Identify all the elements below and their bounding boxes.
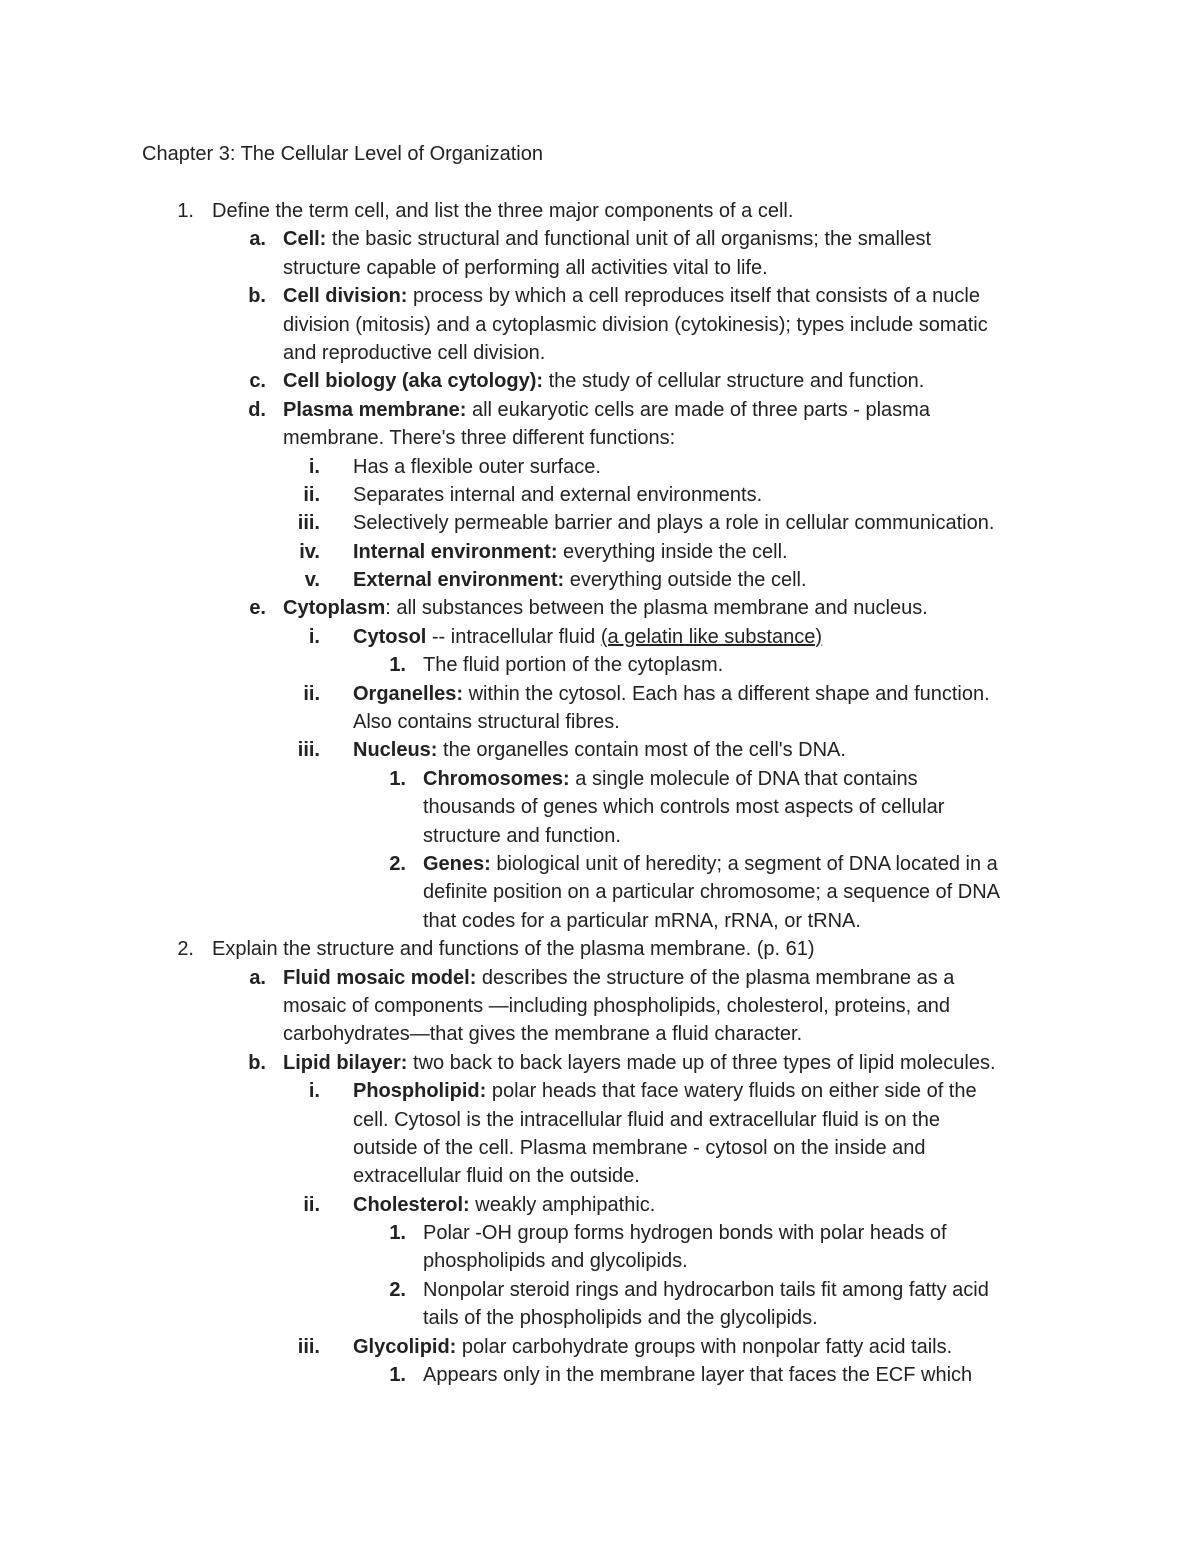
list-marker: 1. bbox=[389, 767, 406, 790]
definition-text: extracellular fluid on the outside. bbox=[353, 1165, 640, 1188]
line-text bbox=[283, 311, 988, 339]
outline-line bbox=[0, 708, 1200, 736]
outline-line bbox=[0, 1361, 1200, 1389]
term-label: Nucleus: bbox=[353, 739, 438, 762]
definition-text: tails of the phospholipids and the glycolipids. bbox=[423, 1307, 818, 1330]
definition-text: structure and function. bbox=[423, 824, 621, 847]
document-title: Chapter 3: The Cellular Level of Organization bbox=[142, 143, 543, 165]
outline-line bbox=[0, 935, 1200, 963]
definition-text: that codes for a particular mRNA, rRNA, or tRNA. bbox=[423, 909, 861, 932]
definition-text: and reproductive cell division. bbox=[283, 341, 546, 364]
line-text bbox=[283, 594, 928, 622]
definition-text: Has a flexible outer surface. bbox=[353, 455, 601, 478]
definition-text: : all substances between the plasma membrane and nucleus. bbox=[385, 597, 928, 620]
line-text bbox=[423, 1219, 947, 1247]
list-marker: iv. bbox=[299, 540, 320, 563]
outline-line bbox=[0, 1276, 1200, 1304]
outline-line bbox=[0, 964, 1200, 992]
term-label: Phospholipid: bbox=[353, 1080, 487, 1103]
term-label: Organelles: bbox=[353, 682, 464, 705]
outline-line bbox=[0, 1049, 1200, 1077]
line-text bbox=[283, 992, 950, 1020]
outline-line bbox=[0, 594, 1200, 622]
list-marker: ii. bbox=[303, 1193, 320, 1216]
list-marker: 2. bbox=[389, 1278, 406, 1301]
line-text bbox=[283, 367, 924, 395]
definition-text: Appears only in the membrane layer that faces the ECF which bbox=[423, 1364, 973, 1387]
line-text bbox=[423, 878, 1000, 906]
outline-line bbox=[0, 453, 1200, 481]
term-label: Lipid bilayer: bbox=[283, 1051, 408, 1074]
underlined-text: (a gelatin like substance) bbox=[600, 625, 823, 648]
line-text bbox=[283, 1049, 996, 1077]
outline-line bbox=[0, 566, 1200, 594]
definition-text: Also contains structural fibres. bbox=[353, 711, 620, 734]
outline-line bbox=[0, 367, 1200, 395]
outline-line bbox=[0, 481, 1200, 509]
definition-text: definite position on a particular chromosome; a sequence of DNA bbox=[423, 881, 1000, 904]
definition-text: cell. Cytosol is the intracellular fluid and extracellular fluid is on the bbox=[353, 1108, 940, 1131]
list-marker: a. bbox=[249, 228, 266, 251]
line-text bbox=[423, 1247, 688, 1275]
line-text bbox=[283, 254, 768, 282]
outline-line bbox=[0, 651, 1200, 679]
line-text bbox=[353, 509, 994, 537]
line-text bbox=[423, 765, 918, 793]
line-text bbox=[353, 1106, 940, 1134]
definition-text: carbohydrates—that gives the membrane a fluid character. bbox=[283, 1023, 803, 1046]
line-text bbox=[283, 339, 545, 367]
outline-line bbox=[0, 1162, 1200, 1190]
list-marker: 1. bbox=[389, 1364, 406, 1387]
definition-text: the organelles contain most of the cell's DNA. bbox=[437, 739, 846, 762]
list-marker: 1. bbox=[389, 1222, 406, 1245]
term-label: External environment: bbox=[353, 569, 565, 592]
outline-line bbox=[0, 538, 1200, 566]
definition-text: describes the structure of the plasma membrane as a bbox=[476, 966, 955, 989]
outline-line bbox=[0, 225, 1200, 253]
line-text bbox=[353, 453, 601, 481]
line-text bbox=[353, 1333, 952, 1361]
list-marker: 2. bbox=[389, 852, 406, 875]
list-marker: ii. bbox=[303, 483, 320, 506]
definition-text: biological unit of heredity; a segment of DNA located in a bbox=[490, 852, 998, 875]
definition-text: process by which a cell reproduces itself that consists of a nucle bbox=[407, 285, 980, 308]
term-label: Plasma membrane: bbox=[283, 398, 467, 421]
list-marker: v. bbox=[304, 569, 320, 592]
line-text bbox=[423, 822, 621, 850]
definition-text: phospholipids and glycolipids. bbox=[423, 1250, 688, 1273]
definition-text: Define the term cell, and list the three major components of a cell. bbox=[212, 200, 794, 222]
term-label: Cytosol bbox=[353, 625, 427, 648]
line-text bbox=[423, 1276, 989, 1304]
list-marker: i. bbox=[308, 1080, 320, 1103]
list-marker: 2. bbox=[177, 938, 194, 961]
definition-text: Selectively permeable barrier and plays a role in cellular communication. bbox=[353, 512, 995, 535]
list-marker: iii. bbox=[297, 1335, 320, 1358]
term-label: Cell biology (aka cytology): bbox=[283, 370, 544, 393]
list-marker: b. bbox=[248, 1051, 266, 1074]
term-label: Chromosomes: bbox=[423, 767, 570, 790]
outline-line bbox=[0, 197, 1200, 225]
definition-text: everything inside the cell. bbox=[557, 540, 788, 563]
outline-line bbox=[0, 1333, 1200, 1361]
line-text bbox=[353, 1191, 655, 1219]
list-marker: 1. bbox=[389, 654, 406, 677]
definition-text: mosaic of components —including phospholipids, cholesterol, proteins, and bbox=[283, 994, 951, 1017]
definition-text: Explain the structure and functions of the plasma membrane. (p. 61) bbox=[212, 938, 815, 961]
term-label: Internal environment: bbox=[353, 540, 558, 563]
outline-line bbox=[0, 680, 1200, 708]
definition-text: polar heads that face watery fluids on either side of the bbox=[486, 1080, 977, 1103]
line-text bbox=[423, 907, 861, 935]
definition-text: within the cytosol. Each has a different shape and function. bbox=[463, 682, 990, 705]
line-text bbox=[353, 566, 807, 594]
line-text bbox=[353, 623, 822, 651]
outline-line bbox=[0, 623, 1200, 651]
list-marker: 1. bbox=[177, 200, 194, 222]
definition-text: the study of cellular structure and function. bbox=[543, 370, 925, 393]
definition-text: polar carbohydrate groups with nonpolar fatty acid tails. bbox=[456, 1335, 953, 1358]
line-text bbox=[353, 1077, 977, 1105]
outline-line bbox=[0, 793, 1200, 821]
definition-text: weakly amphipathic. bbox=[469, 1193, 656, 1216]
line-text bbox=[283, 225, 931, 253]
outline-line bbox=[0, 339, 1200, 367]
outline-list bbox=[0, 197, 1200, 1389]
definition-text: two back to back layers made up of three types of lipid molecules. bbox=[407, 1051, 996, 1074]
outline-line bbox=[0, 1247, 1200, 1275]
definition-text: membrane. There's three different functions: bbox=[283, 427, 676, 450]
definition-text: Nonpolar steroid rings and hydrocarbon tails fit among fatty acid bbox=[423, 1278, 989, 1301]
line-text bbox=[353, 680, 990, 708]
outline-line bbox=[0, 254, 1200, 282]
list-marker: ii. bbox=[303, 682, 320, 705]
definition-text: outside of the cell. Plasma membrane - cytosol on the inside and bbox=[353, 1136, 926, 1159]
list-marker: d. bbox=[248, 398, 266, 421]
list-marker: c. bbox=[249, 370, 266, 393]
line-text bbox=[283, 424, 675, 452]
outline-line bbox=[0, 992, 1200, 1020]
term-label: Genes: bbox=[423, 852, 491, 875]
outline-line bbox=[0, 1304, 1200, 1332]
line-text bbox=[353, 1162, 640, 1190]
definition-text: -- intracellular fluid bbox=[426, 625, 601, 648]
line-text bbox=[423, 793, 944, 821]
outline-line bbox=[0, 1219, 1200, 1247]
term-label: Cytoplasm bbox=[283, 597, 386, 620]
outline-line bbox=[0, 282, 1200, 310]
definition-text: division (mitosis) and a cytoplasmic division (cytokinesis); types include somatic bbox=[283, 313, 988, 336]
line-text bbox=[353, 481, 762, 509]
line-text bbox=[283, 282, 980, 310]
line-text bbox=[353, 708, 620, 736]
outline-line bbox=[0, 1077, 1200, 1105]
list-marker: iii. bbox=[297, 739, 320, 762]
line-text bbox=[283, 964, 954, 992]
outline-line bbox=[0, 736, 1200, 764]
term-label: Glycolipid: bbox=[353, 1335, 457, 1358]
line-text bbox=[212, 935, 815, 963]
definition-text: Polar -OH group forms hydrogen bonds with polar heads of bbox=[423, 1222, 947, 1245]
line-text bbox=[353, 538, 788, 566]
definition-text: everything outside the cell. bbox=[564, 569, 807, 592]
definition-text: the basic structural and functional unit of all organisms; the smallest bbox=[326, 228, 932, 251]
outline-line bbox=[0, 1106, 1200, 1134]
list-marker: b. bbox=[248, 285, 266, 308]
outline-line bbox=[0, 1191, 1200, 1219]
outline-line bbox=[0, 850, 1200, 878]
line-text bbox=[353, 736, 846, 764]
list-marker: i. bbox=[308, 455, 320, 478]
line-text bbox=[212, 197, 793, 225]
line-text bbox=[423, 1304, 818, 1332]
outline-line bbox=[0, 1134, 1200, 1162]
outline-line bbox=[0, 765, 1200, 793]
line-text bbox=[283, 396, 930, 424]
term-label: Fluid mosaic model: bbox=[283, 966, 477, 989]
list-marker: a. bbox=[249, 966, 266, 989]
definition-text: a single molecule of DNA that contains bbox=[569, 767, 918, 790]
line-text bbox=[423, 850, 998, 878]
outline-line bbox=[0, 509, 1200, 537]
line-text bbox=[283, 1020, 802, 1048]
outline-line bbox=[0, 396, 1200, 424]
line-text bbox=[423, 651, 723, 679]
outline-line bbox=[0, 878, 1200, 906]
outline-line bbox=[0, 907, 1200, 935]
definition-text: The fluid portion of the cytoplasm. bbox=[423, 654, 724, 677]
definition-text: thousands of genes which controls most aspects of cellular bbox=[423, 796, 945, 819]
list-marker: iii. bbox=[297, 512, 320, 535]
term-label: Cell: bbox=[283, 228, 327, 251]
definition-text: structure capable of performing all activities vital to life. bbox=[283, 256, 768, 279]
list-marker: e. bbox=[249, 597, 266, 620]
line-text bbox=[353, 1134, 926, 1162]
line-text bbox=[423, 1361, 972, 1389]
term-label: Cholesterol: bbox=[353, 1193, 470, 1216]
outline-line bbox=[0, 1020, 1200, 1048]
list-marker: i. bbox=[308, 625, 320, 648]
outline-line bbox=[0, 424, 1200, 452]
term-label: Cell division: bbox=[283, 285, 408, 308]
outline-line bbox=[0, 311, 1200, 339]
definition-text: all eukaryotic cells are made of three parts - plasma bbox=[466, 398, 930, 421]
outline-line bbox=[0, 822, 1200, 850]
definition-text: Separates internal and external environments. bbox=[353, 483, 763, 506]
